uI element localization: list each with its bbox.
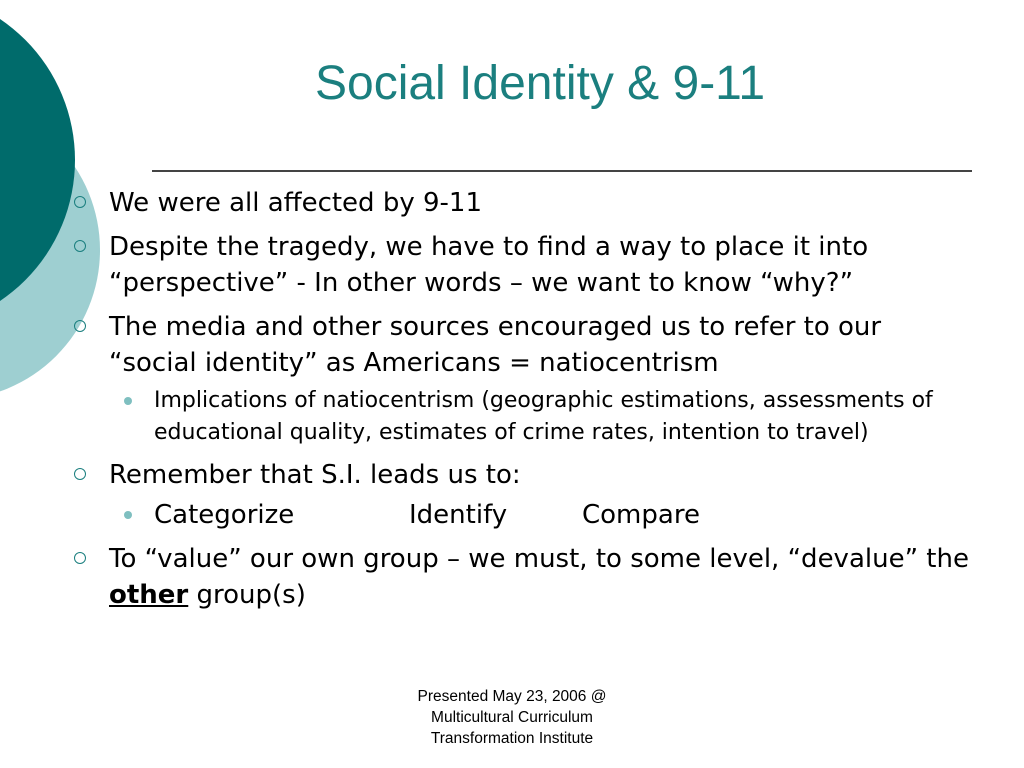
bullet-text-post: group(s) (188, 580, 306, 610)
bullet-item (72, 229, 972, 301)
sub-bullet-list (109, 497, 972, 533)
bullet-list (72, 185, 972, 621)
hollow-circle-bullet-icon (74, 196, 86, 208)
sub-bullet-text: Implications of natiocentrism (geographic estimations, assessments of educational quality, estimates of crime rates, intention to travel) (154, 388, 933, 445)
sub-bullet-item (109, 497, 972, 533)
bullet-text: We were all affected by 9-11 (109, 188, 482, 218)
bullet-item (72, 309, 972, 449)
bullet-text-pre: To “value” our own group – we must, to some level, “devalue” the (109, 544, 969, 574)
bullet-text: Despite the tragedy, we have to find a way to place it into “perspective” - In other words – we want to know “why?” (109, 232, 869, 298)
bullet-text: Remember that S.I. leads us to: (109, 460, 521, 490)
sub-bullet-item (109, 385, 972, 449)
bullet-item (72, 541, 972, 613)
slide-title: Social Identity & 9-11 (314, 57, 766, 110)
sub-bullet-list (109, 385, 972, 449)
footer-line: Presented May 23, 2006 @ (417, 688, 607, 705)
emphasized-word: other (109, 580, 189, 610)
hollow-circle-bullet-icon (74, 552, 86, 564)
title-divider (152, 170, 972, 172)
footer (362, 686, 662, 749)
footer-line: Multicultural Curriculum (431, 709, 593, 726)
footer-line: Transformation Institute (430, 730, 594, 747)
step-word-identify: Identify (409, 500, 508, 530)
step-word-categorize: Categorize (154, 500, 295, 530)
filled-dot-bullet-icon (124, 397, 132, 405)
hollow-circle-bullet-icon (74, 320, 86, 332)
bullet-item (72, 185, 972, 221)
bullet-text: The media and other sources encouraged us to refer to our “social identity” as Americans = natiocentrism (109, 312, 882, 378)
hollow-circle-bullet-icon (74, 240, 86, 252)
filled-dot-bullet-icon (124, 511, 132, 519)
step-word-compare: Compare (582, 500, 700, 530)
hollow-circle-bullet-icon (74, 468, 86, 480)
bullet-item (72, 457, 972, 533)
